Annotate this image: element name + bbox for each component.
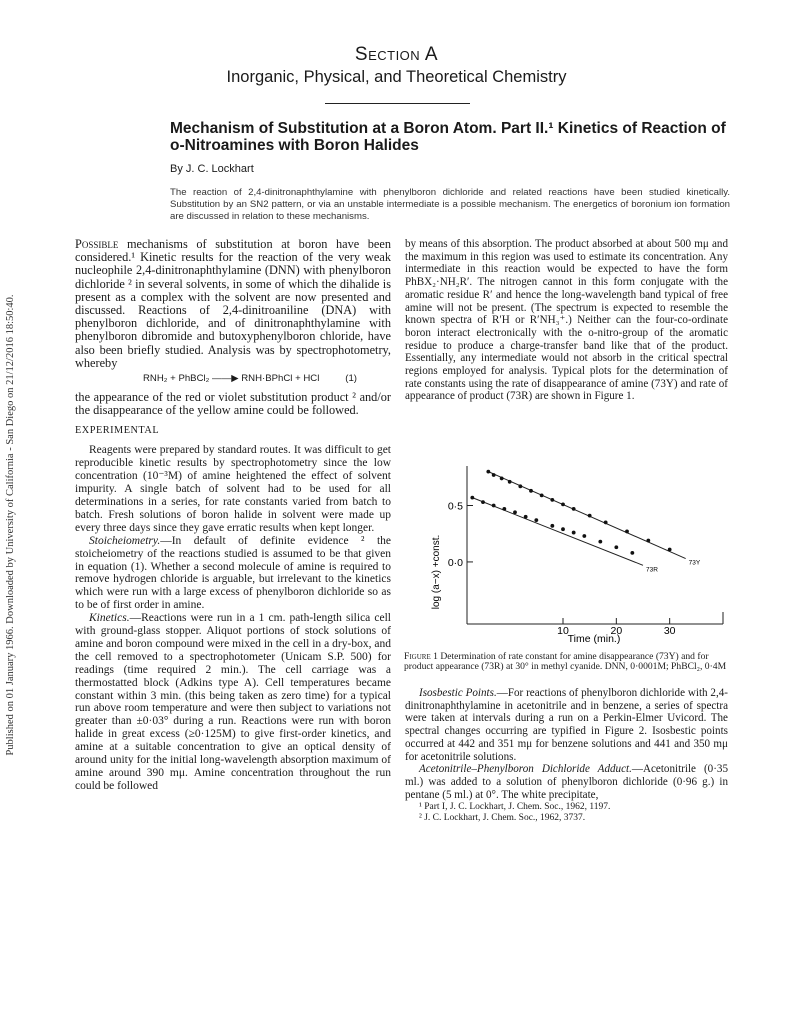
isosbestic-text: —For reactions of phenylboron dichloride with 2,4-dinitronaphthylamine in acetonitrile and in benzene, a series of spectra were taken at intervals during a run on a Perkin-Elmer Uvicord. The spectral changes occurring are typified in Figure 2. Isosbestic points occurred at 442 and 351 mμ for benzene solutions and 441 and 350 mμ for acetonitrile solutions.	[405, 687, 728, 763]
after-equation-paragraph: the appearance of the red or violet substitution product ² and/or the disappearance of the yellow amine could be followed.	[75, 390, 391, 418]
article-title: Mechanism of Substitution at a Boron Atom. Part II.¹ Kinetics of Reaction of o-Nitroamines with Boron Halides	[170, 120, 726, 154]
equation-text: RNH₂ + PhBCl₂ ——▶ RNH·BPhCl + HCl	[143, 373, 320, 385]
stoicheiometry-lead: Stoicheiometry.	[89, 534, 161, 547]
chart-point-73y	[518, 484, 522, 488]
chart-point-73y	[529, 489, 533, 493]
chart-point-73r	[492, 504, 496, 508]
download-stamp: Published on 01 January 1966. Downloaded by University of California - San Diego on 21/12/2016 18:50:40.	[5, 294, 16, 756]
chart-point-73y	[668, 548, 672, 552]
chart-series-label-73r: 73R	[646, 566, 658, 574]
figure-1-caption	[404, 652, 729, 673]
kinetics-paragraph	[75, 612, 391, 793]
figure-1-chart	[405, 462, 730, 648]
right-column-bottom	[405, 687, 728, 823]
footnote-2: ² J. C. Lockhart, J. Chem. Soc., 1962, 3737.	[419, 812, 586, 823]
right-column-top	[405, 238, 728, 403]
chart-point-73r	[582, 534, 586, 538]
chart-point-73y	[604, 521, 608, 525]
experimental-paragraph-1: Reagents were prepared by standard routes. It was difficult to get reproducible kinetic results by spectrophotometry since the low concentration (10⁻³M) of amine heightened the effect of solvent impurity. A single batch of solvent had to be used for all determinations in a series, for rate constants varied from batch to batch. Fresh solutions of boron halide in solvent were made up every three days since they gave erratic results when kept longer.	[75, 444, 391, 534]
intro-text: mechanisms of substitution at boron have been considered.¹ Kinetic results for the reaction of the very weak nucleophile 2,4-dinitronaphthylamine (DNN) with phenylboron dichloride ² in several solvents, in some of which the dihalide is present as a complex with the solvent are now presented and discussed. Reactions of 2,4-dinitroaniline (DNA) with phenylboron dichloride, and of dinitronaphthylamine with phenylboron dibromide and butoxyphenylboron chloride, have also been briefly studied. Analysis was by spectrophotometry, whereby	[75, 237, 391, 370]
caption-label: Figure 1	[404, 651, 438, 662]
chart-x-axis-label: Time (min.)	[567, 633, 621, 645]
isosbestic-lead: Isosbestic Points.	[419, 687, 497, 699]
chart-point-73r	[550, 524, 554, 528]
left-column	[75, 238, 391, 793]
kinetics-text: —Reactions were run in a 1 cm. path-length silica cell with ground-glass stopper. Aliquot portions of stock solutions of amine and boron compound were mixed in the cell in a dry-box, and the cell removed to a spectrophotometer (Unicam S.P. 500) for readings (time required 2 min.). The cell carriage was a thermostatted block (Adkins type A). Cell temperatures became constant within 3 min. (this being taken as zero time) for a typical run above room temperature and were then subject to variations not greater than ±0·03° during a run. Reactions were run with boron halide in great excess (≥0·125M) to give first-order kinetics, and amine at a suitable concentration to give an optical density of around unity for the initial long-wavelength absorption maximum of amine around 390 mμ. Amine concentration throughout the run could be followed	[75, 612, 391, 792]
adduct-paragraph	[405, 763, 728, 801]
chart-point-73r	[614, 545, 618, 549]
chart-y-tick-label: 0·0	[447, 556, 463, 569]
chart-point-73y	[550, 498, 554, 502]
chart-point-73y	[508, 480, 512, 484]
chart-point-73y	[572, 507, 576, 511]
kinetics-lead: Kinetics.	[89, 612, 130, 625]
chart-point-73r	[630, 551, 634, 555]
chart-point-73r	[481, 500, 485, 504]
chart-point-73y	[486, 470, 490, 474]
chart-point-73r	[598, 540, 602, 544]
stoicheiometry-text: —In default of definite evidence ² the stoicheiometry of the reactions studied is assumed to be that given in equation (1). Whether a second molecule of amine is required to remove hydrogen chloride is arguable, but irrelevant to the kinetics which were run with a large excess of phenylboron dichloride so as to be of first order in amine.	[75, 534, 391, 612]
right-paragraph-1: by means of this absorption. The product absorbed at about 500 mμ and the maximum in this region was used to estimate its concentration. Any intermediate in this reaction would be expected to have the form PhBX₂·NH₂R′. The nitrogen cannot in this form conjugate with the aromatic residue R′ and hence the long-wavelength band typical of free amine will not be present. (The spectrum is expected to resemble the known spectra of R′H or R′NH₃⁺.) Neither can the four-co-ordinate boron interact electronically with the o-nitro-group of the aromatic residue to produce a charge-transfer band like that of the product. Essentially, any intermediate would not absorb in the critical spectral regions employed for analysis. Typical plots for the determination of rate constants using the rate of disappearance of amine (73Y) and rate of appearance of product (73R) are shown in Figure 1.	[405, 238, 728, 403]
chart-x-tick-label: 20	[610, 625, 623, 637]
chart-point-73r	[561, 527, 565, 531]
stoicheiometry-paragraph	[75, 535, 391, 612]
adduct-lead: Acetonitrile–Phenylboron Dichloride Adduct.	[419, 763, 632, 776]
chart-point-73r	[502, 507, 506, 511]
chart-series-label-73y: 73Y	[688, 559, 701, 567]
chart-fit-line-73y	[488, 472, 685, 559]
intro-paragraph	[75, 238, 391, 370]
section-title: Section A	[354, 44, 439, 65]
experimental-heading: EXPERIMENTAL	[75, 425, 160, 437]
chart-point-73y	[625, 530, 629, 534]
chart-x-tick-label: 10	[557, 625, 569, 637]
chart-point-73y	[561, 502, 565, 506]
chart-x-tick-label: 30	[663, 625, 676, 637]
byline: By J. C. Lockhart	[170, 163, 254, 175]
chart-point-73y	[500, 477, 504, 481]
footnote-1: ¹ Part I, J. C. Lockhart, J. Chem. Soc., 1962, 1197.	[419, 802, 611, 813]
chart-point-73y	[588, 514, 592, 518]
chart-point-73y	[492, 473, 496, 477]
chart-y-axis-label: log (a−x) +const.	[431, 534, 442, 610]
caption-text: Determination of rate constant for amine disappearance (73Y) and for product appearance (73R) at 30° in methyl cyanide. DNN, 0·0001M; PhBCl₂, 0·4M	[404, 651, 727, 673]
intro-lead: Possible	[75, 237, 119, 251]
chart-point-73r	[524, 515, 528, 519]
adduct-text: —Acetonitrile (0·35 ml.) was added to a solution of phenylboron dichloride (0·96 g.) in pentane (5 ml.) at 0°. The white precipitate,	[405, 763, 728, 801]
chart-point-73y	[540, 493, 544, 497]
equation-number: (1)	[345, 373, 357, 385]
section-subtitle: Inorganic, Physical, and Theoretical Chemistry	[226, 68, 567, 86]
abstract: The reaction of 2,4-dinitronaphthylamine with phenylboron dichloride and related reactions have been studied kinetically. Substitution by an SN2 pattern, or via an unstable intermediate is a possible mechanism. The energetics of boronium ion formation are discussed in relation to these mechanisms.	[170, 187, 730, 223]
equation-1	[75, 373, 391, 388]
chart-y-tick-label: 0·5	[447, 500, 463, 513]
chart-point-73r	[513, 510, 517, 514]
chart-point-73y	[646, 539, 650, 543]
isosbestic-paragraph	[405, 687, 728, 763]
chart-point-73r	[470, 496, 474, 500]
chart-fit-line-73r	[472, 498, 643, 566]
chart-point-73r	[572, 531, 576, 535]
title-rule	[325, 103, 470, 104]
chart-point-73r	[534, 518, 538, 522]
